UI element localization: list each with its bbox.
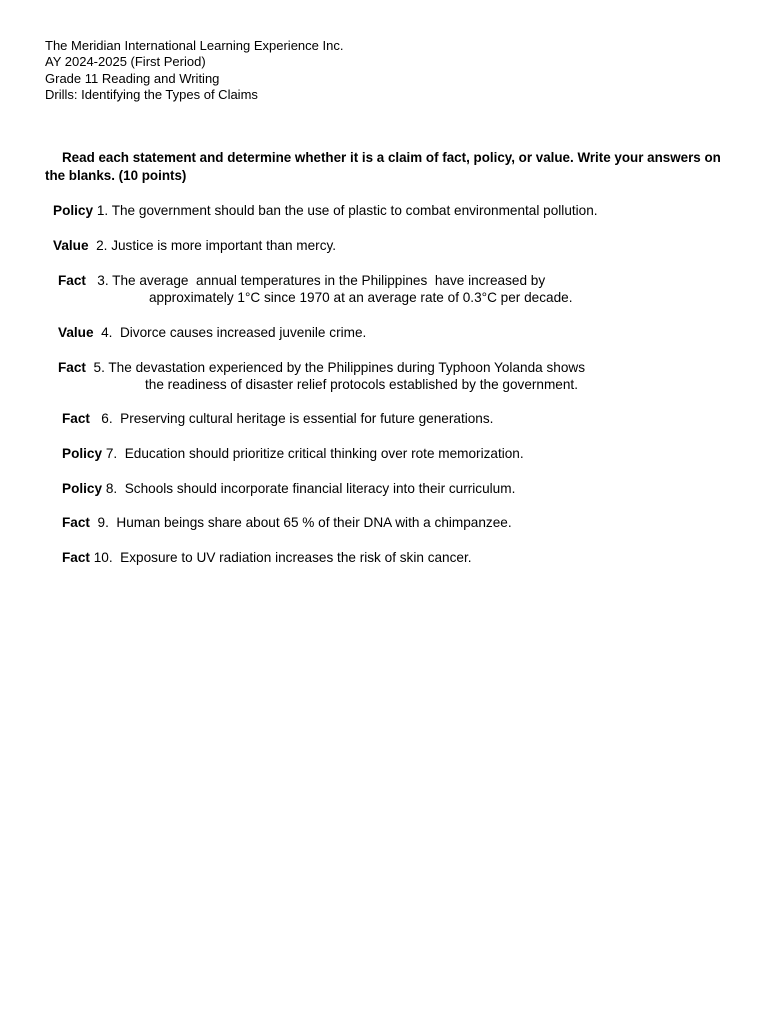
list-item (62, 445, 524, 462)
statement-4: 4. Divorce causes increased juvenile crime. (93, 325, 367, 340)
answer-5: Fact (58, 360, 86, 375)
instructions-text: Read each statement and determine whether it is a claim of fact, policy, or value. Write your answers on the blanks. (10 points) (45, 150, 721, 183)
statement-1: 1. The government should ban the use of plastic to combat environmental pollution. (93, 203, 598, 218)
list-item (62, 549, 472, 566)
statement-8: 8. Schools should incorporate financial literacy into their curriculum. (102, 481, 516, 496)
answer-8: Policy (62, 481, 103, 496)
answer-10: Fact (62, 550, 90, 565)
statement-2: 2. Justice is more important than mercy. (88, 238, 337, 253)
list-item (62, 514, 512, 531)
statement-5: 5. The devastation experienced by the Philippines during Typhoon Yolanda shows (85, 360, 585, 375)
statement-9: 9. Human beings share about 65 % of their DNA with a chimpanzee. (89, 515, 512, 530)
academic-year: AY 2024-2025 (First Period) (45, 54, 206, 70)
list-item (58, 324, 366, 341)
statement-10: 10. Exposure to UV radiation increases the risk of skin cancer. (89, 550, 472, 565)
course-title: Grade 11 Reading and Writing (45, 70, 220, 86)
answer-2: Value (53, 238, 89, 253)
statement-3: 3. The average annual temperatures in the Philippines have increased by (85, 273, 546, 288)
instructions (45, 149, 735, 185)
statement-7: 7. Education should prioritize critical thinking over rote memorization. (102, 446, 524, 461)
answer-1: Policy (53, 203, 94, 218)
answer-7: Policy (62, 446, 103, 461)
list-item (62, 410, 493, 427)
answer-4: Value (58, 325, 94, 340)
document-header (45, 38, 343, 103)
statement-5-continued: the readiness of disaster relief protocols established by the government. (145, 377, 578, 392)
list-item (58, 272, 572, 306)
list-item (58, 359, 585, 393)
list-item (53, 202, 598, 219)
answer-6: Fact (62, 411, 90, 426)
statement-6: 6. Preserving cultural heritage is essential for future generations. (89, 411, 494, 426)
answer-3: Fact (58, 273, 86, 288)
school-name: The Meridian International Learning Experience Inc. (45, 38, 344, 53)
list-item (62, 480, 515, 497)
statement-3-continued: approximately 1°C since 1970 at an average rate of 0.3°C per decade. (149, 290, 573, 305)
drill-title: Drills: Identifying the Types of Claims (45, 86, 258, 102)
list-item (53, 237, 336, 254)
answer-9: Fact (62, 515, 90, 530)
